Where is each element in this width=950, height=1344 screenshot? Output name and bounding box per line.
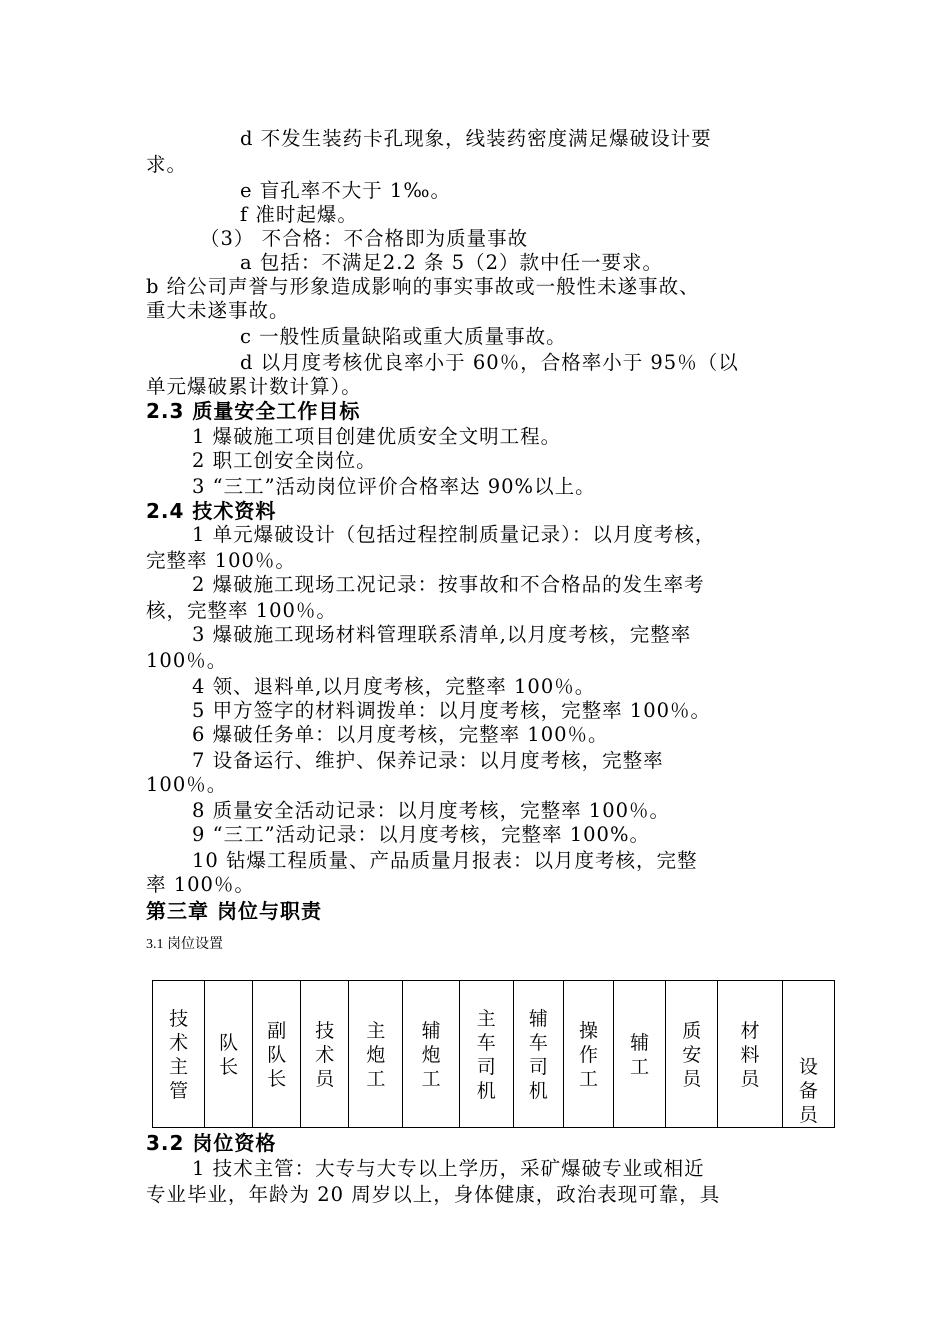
text-line: 5 甲方签字的材料调拨单：以月度考核，完整率 100％。 [192, 699, 712, 722]
section-heading: 3.2 岗位资格 [146, 1131, 277, 1155]
text-line: （3） 不合格：不合格即为质量事故 [200, 227, 529, 250]
table-cell [513, 981, 563, 1128]
text-line: 单元爆破累计数计算）。 [146, 375, 362, 398]
table-cell [718, 981, 782, 1128]
text-line: b 给公司声誉与形象造成影响的事实事故或一般性未遂事故、 [146, 275, 700, 298]
text-line: 6 爆破任务单：以月度考核，完整率 100％。 [192, 723, 609, 746]
text-line: d 不发生装药卡孔现象，线装药密度满足爆破设计要 [240, 127, 712, 150]
text-line: 1 单元爆破设计（包括过程控制质量记录）：以月度考核， [192, 523, 716, 546]
text-line: 完整率 100％。 [146, 549, 296, 572]
text-line: 100％。 [146, 773, 228, 796]
section-heading: 2.4 技术资料 [146, 499, 277, 523]
table-cell [666, 981, 718, 1128]
text-line: 9 “三工”活动记录：以月度考核，完整率 100%。 [192, 823, 650, 846]
text-line: 4 领、退料单,以月度考核，完整率 100％。 [192, 675, 596, 698]
text-line: 1 技术主管：大专与大专以上学历，采矿爆破专业或相近 [192, 1157, 705, 1180]
position-label: 质安员 [682, 1020, 702, 1090]
text-line: 2 职工创安全岗位。 [192, 449, 377, 472]
table-cell [301, 981, 349, 1128]
section-heading: 2.3 质量安全工作目标 [146, 399, 361, 423]
position-label: 队长 [219, 1032, 239, 1078]
table-row [153, 981, 835, 1128]
text-line: c 一般性质量缺陷或重大质量事故。 [240, 325, 567, 348]
text-line: e 盲孔率不大于 1‰。 [240, 179, 452, 202]
position-label: 副队长 [267, 1020, 287, 1090]
text-line: 3 “三工”活动岗位评价合格率达 90%以上。 [192, 475, 596, 498]
table-cell [459, 981, 513, 1128]
text-line: 3 爆破施工现场材料管理联系清单,以月度考核，完整率 [192, 623, 692, 646]
text-line: 专业毕业，年龄为 20 周岁以上，身体健康，政治表现可靠，具 [146, 1183, 721, 1206]
position-label: 主炮工 [366, 1020, 386, 1090]
position-label: 辅炮工 [421, 1020, 441, 1090]
position-label: 操作工 [579, 1020, 599, 1090]
text-line: 求。 [146, 153, 188, 176]
position-label: 设备员 [798, 1056, 818, 1126]
chapter-heading: 第三章 岗位与职责 [146, 899, 322, 923]
text-line: f 准时起爆。 [240, 203, 358, 226]
table-cell [153, 981, 205, 1128]
text-line: 1 爆破施工项目创建优质安全文明工程。 [192, 425, 562, 448]
text-line: 10 钻爆工程质量、产品质量月报表：以月度考核，完整 [192, 849, 698, 872]
subsection-label: 3.1 岗位设置 [146, 937, 223, 952]
table-cell [614, 981, 666, 1128]
text-line: 2 爆破施工现场工况记录：按事故和不合格品的发生率考 [192, 573, 705, 596]
text-line: d 以月度考核优良率小于 60％，合格率小于 95％（以 [240, 351, 739, 374]
text-line: 8 质量安全活动记录：以月度考核，完整率 100％。 [192, 799, 671, 822]
text-line: 重大未遂事故。 [146, 299, 290, 322]
text-line: 7 设备运行、维护、保养记录：以月度考核，完整率 [192, 749, 664, 772]
positions-table [152, 980, 835, 1128]
position-label: 辅车司机 [528, 1008, 548, 1102]
position-label: 辅工 [630, 1032, 650, 1078]
table-cell [782, 981, 834, 1128]
text-line: 率 100％。 [146, 873, 255, 896]
text-line: 100％。 [146, 649, 228, 672]
text-line: a 包括：不满足2.2 条 5（2）款中任一要求。 [240, 251, 664, 274]
position-label: 技术主管 [169, 1008, 189, 1102]
position-label: 技术员 [315, 1020, 335, 1090]
position-label: 材料员 [740, 1020, 760, 1090]
table-cell [563, 981, 613, 1128]
text-line: 核，完整率 100％。 [146, 599, 337, 622]
table-cell [349, 981, 403, 1128]
position-label: 主车司机 [476, 1008, 496, 1102]
table-cell [253, 981, 301, 1128]
table-cell [403, 981, 459, 1128]
table-cell [205, 981, 253, 1128]
